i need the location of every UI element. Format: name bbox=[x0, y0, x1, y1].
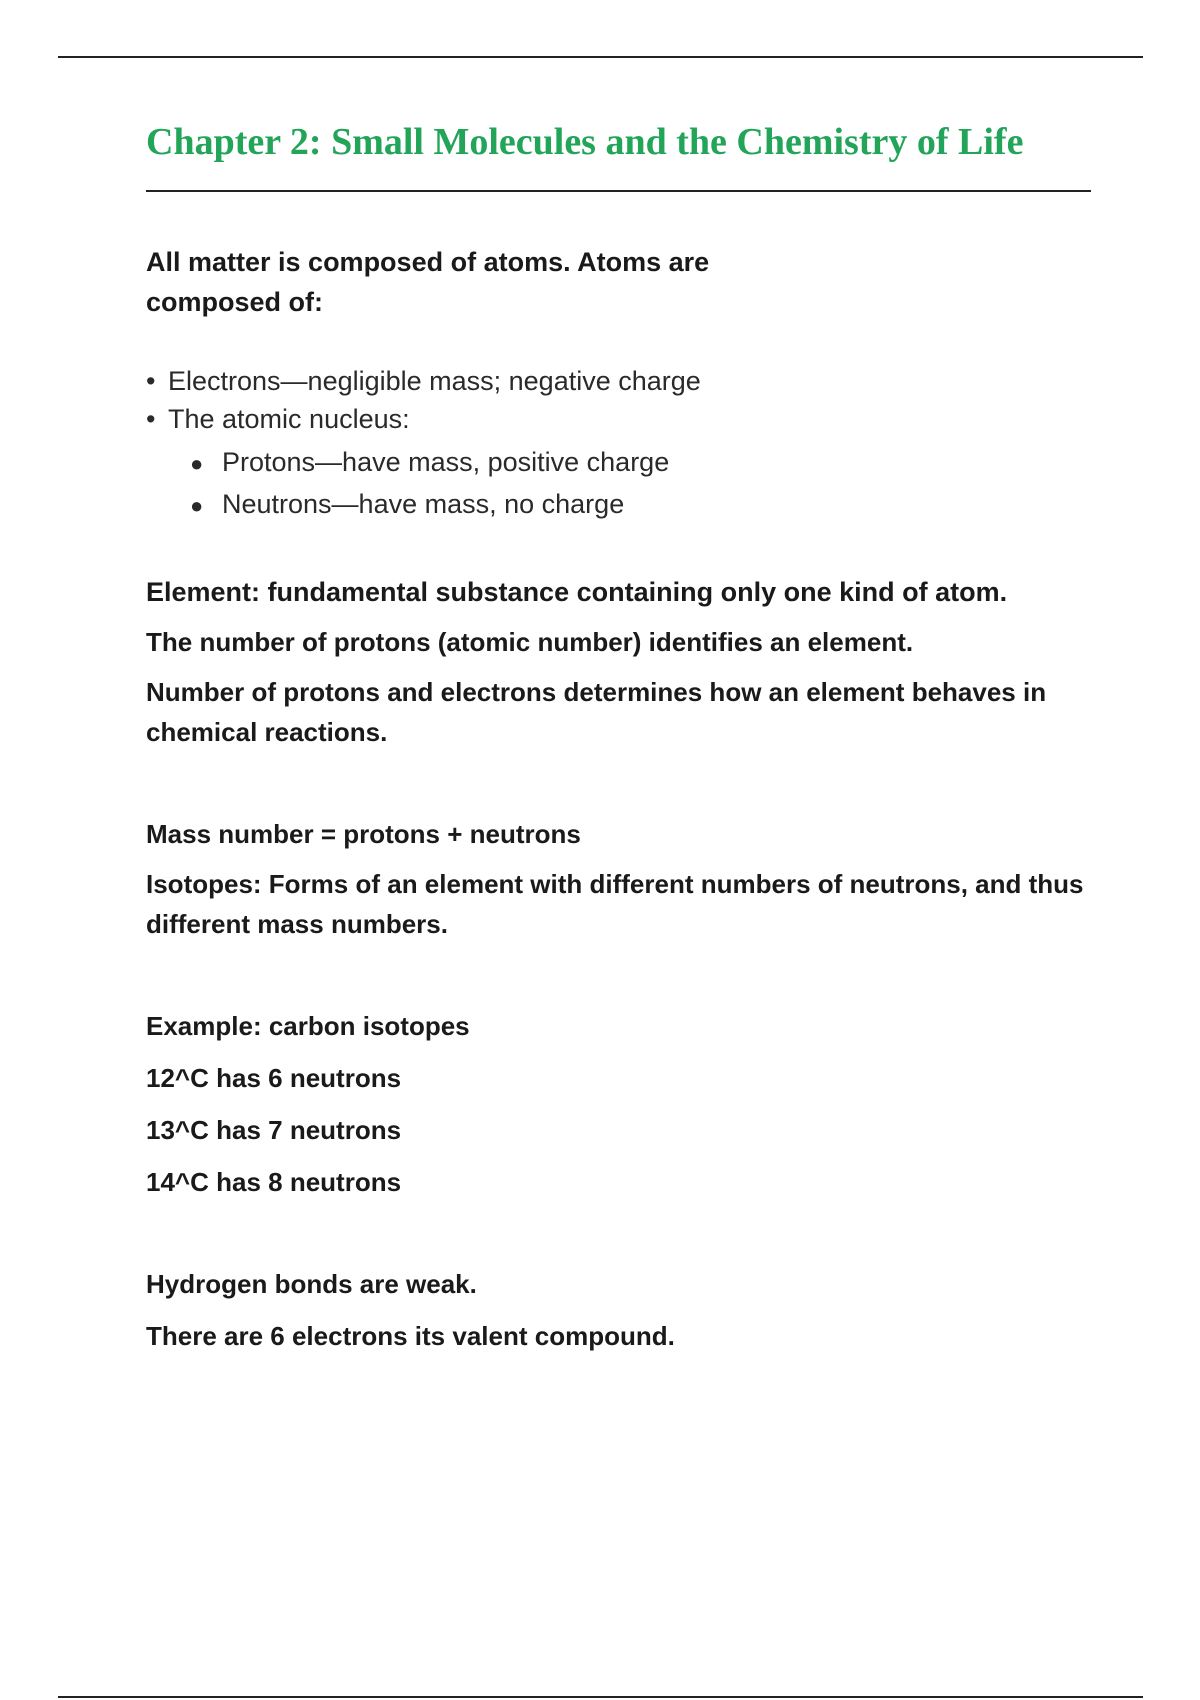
sub-list-item bbox=[190, 484, 1091, 526]
list-item bbox=[146, 400, 1091, 438]
list-item-text: Electrons—negligible mass; negative charge bbox=[168, 366, 701, 396]
nucleus-sub-list bbox=[146, 442, 1091, 526]
atom-components-list bbox=[146, 362, 1091, 526]
list-item bbox=[146, 362, 1091, 400]
example-line: 13^C has 7 neutrons bbox=[146, 1115, 402, 1145]
bullet-icon: ● bbox=[190, 451, 204, 476]
sub-list-item-text: Neutrons—have mass, no charge bbox=[222, 489, 625, 519]
mass-number-note: Mass number = protons + neutrons bbox=[146, 819, 581, 849]
example-line: 12^C has 6 neutrons bbox=[146, 1063, 402, 1093]
behavior-note: Number of protons and electrons determines how an element behaves in chemical reactions. bbox=[146, 677, 1047, 747]
page-title: Chapter 2: Small Molecules and the Chemistry of Life bbox=[146, 121, 1024, 163]
title-underline bbox=[146, 190, 1091, 192]
isotopes-definition: Isotopes: Forms of an element with different numbers of neutrons, and thus different mass numbers. bbox=[146, 869, 1084, 939]
element-definition: Element: fundamental substance containing only one kind of atom. bbox=[146, 577, 1008, 607]
bullet-icon: ● bbox=[190, 493, 204, 518]
bullet-icon: • bbox=[146, 404, 156, 434]
example-heading: Example: carbon isotopes bbox=[146, 1011, 470, 1041]
bullet-icon: • bbox=[146, 366, 156, 396]
sub-list-item bbox=[190, 442, 1091, 484]
intro-paragraph: All matter is composed of atoms. Atoms are composed of: bbox=[146, 247, 710, 317]
list-item-text: The atomic nucleus: bbox=[168, 404, 410, 434]
valent-note: There are 6 electrons its valent compound. bbox=[146, 1321, 675, 1351]
page-bottom-rule bbox=[58, 1696, 1143, 1698]
example-line: 14^C has 8 neutrons bbox=[146, 1167, 402, 1197]
sub-list-item-text: Protons—have mass, positive charge bbox=[222, 447, 670, 477]
page-top-rule bbox=[58, 56, 1143, 58]
atomic-number-note: The number of protons (atomic number) identifies an element. bbox=[146, 627, 914, 657]
document-body bbox=[146, 110, 1091, 1356]
hydrogen-note: Hydrogen bonds are weak. bbox=[146, 1269, 477, 1299]
